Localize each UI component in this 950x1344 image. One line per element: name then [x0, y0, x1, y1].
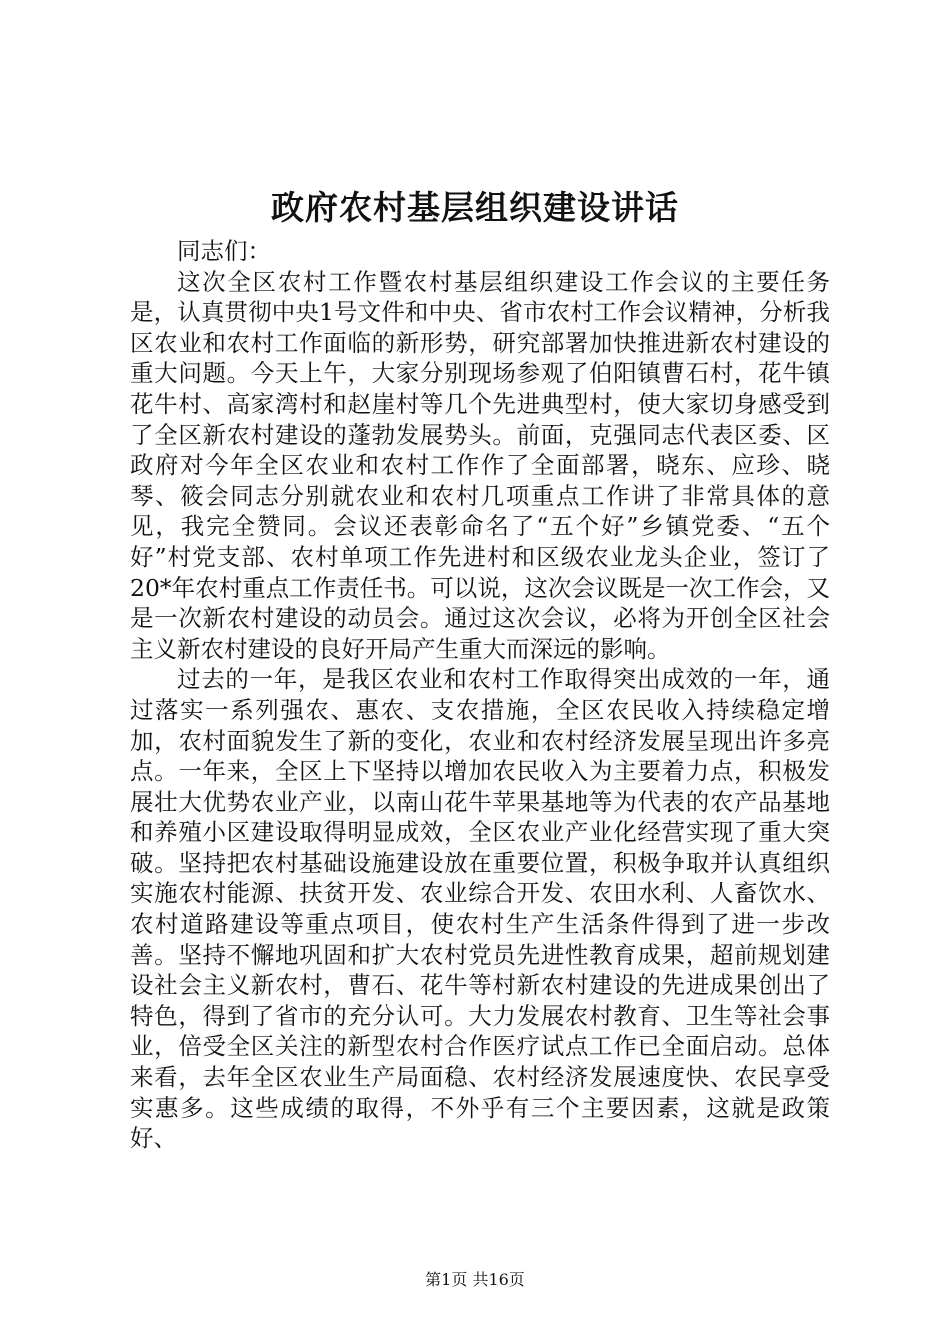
paragraph-2: 过去的一年，是我区农业和农村工作取得突出成效的一年，通过落实一系列强农、惠农、支农措施，全区农民收入持续稳定增加，农村面貌发生了新的变化，农业和农村经济发展呈现出许多亮点。一年来，全区上下坚持以增加农民收入为主要着力点，积极发展壮大优势农业产业，以南山花牛苹果基地等为代表的农产品基地和养殖小区建设取得明显成效，全区农业产业化经营实现了重大突破。坚持把农村基础设施建设放在重要位置，积极争取并认真组织实施农村能源、扶贫开发、农业综合开发、农田水利、人畜饮水、农村道路建设等重点项目，使农村生产生活条件得到了进一步改善。坚持不懈地巩固和扩大农村党员先进性教育成果，超前规划建设社会主义新农村，曹石、花牛等村新农村建设的先进成果创出了特色，得到了省市的充分认可。大力发展农村教育、卫生等社会事业，倍受全区关注的新型农村合作医疗试点工作已全面启动。总体来看，去年全区农业生产局面稳、农村经济发展速度快、农民享受实惠多。这些成绩的取得，不外乎有三个主要因素，这就是政策好、: [130, 665, 830, 1153]
salutation: 同志们：: [177, 237, 271, 265]
document-body: [130, 236, 830, 1154]
page-number-footer: 第1页 共16页: [425, 1270, 525, 1289]
document-title: 政府农村基层组织建设讲话: [271, 188, 679, 227]
paragraph-1: 这次全区农村工作暨农村基层组织建设工作会议的主要任务是，认真贯彻中央1号文件和中央、省市农村工作会议精神，分析我区农业和农村工作面临的新形势，研究部署加快推进新农村建设的重大问题。今天上午，大家分别现场参观了伯阳镇曹石村，花牛镇花牛村、高家湾村和赵崖村等几个先进典型村，使大家切身感受到了全区新农村建设的蓬勃发展势头。前面，克强同志代表区委、区政府对今年全区农业和农村工作作了全面部署，晓东、应珍、晓琴、筱会同志分别就农业和农村几项重点工作讲了非常具体的意见，我完全赞同。会议还表彰命名了“五个好”乡镇党委、“五个好”村党支部、农村单项工作先进村和区级农业龙头企业，签订了20*年农村重点工作责任书。可以说，这次会议既是一次工作会，又是一次新农村建设的动员会。通过这次会议，必将为开创全区社会主义新农村建设的良好开局产生重大而深远的影响。: [130, 267, 830, 663]
